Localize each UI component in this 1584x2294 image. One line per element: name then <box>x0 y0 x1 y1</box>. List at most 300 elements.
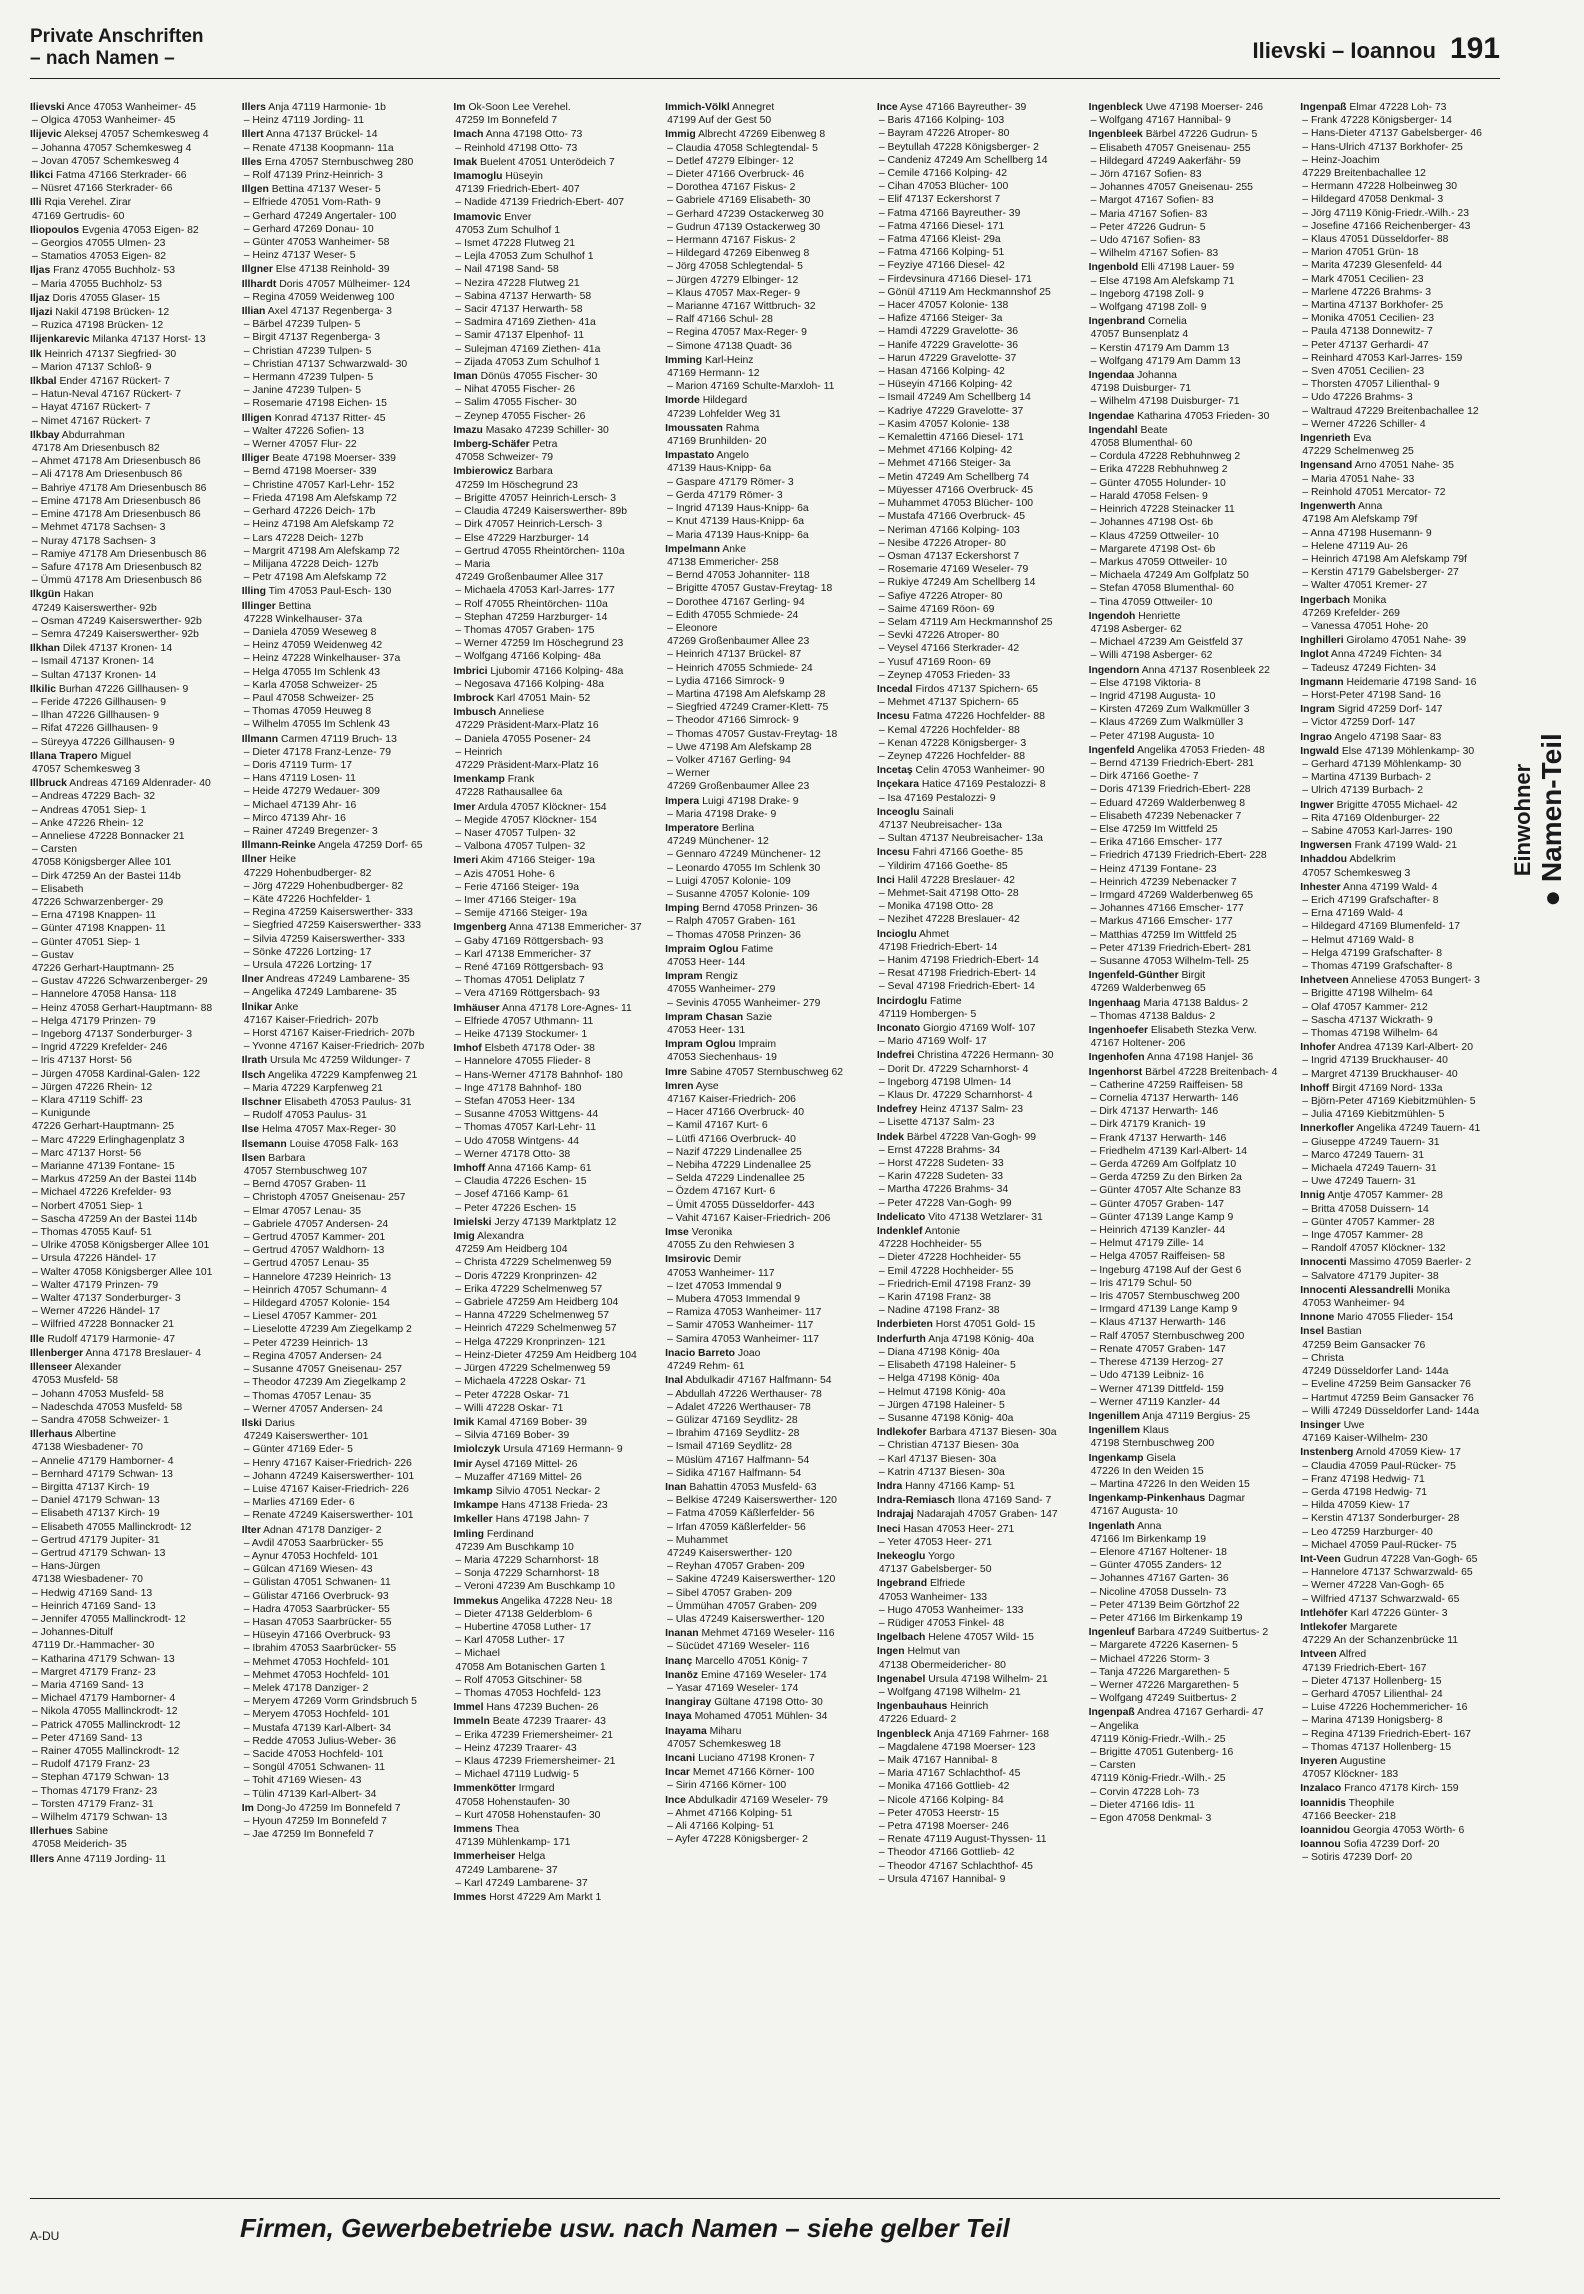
entry-details: – Claudia 47249 Kaiserswerther- 89b <box>455 506 627 518</box>
directory-entry <box>1089 836 1289 849</box>
directory-entry <box>30 1613 230 1626</box>
entry-surname: Imre <box>665 1066 688 1078</box>
directory-entry <box>453 1202 653 1215</box>
entry-details: – Sascha 47137 Wickrath- 9 <box>1302 1014 1433 1026</box>
entry-details: – Günter 47051 Siep- 1 <box>32 936 141 948</box>
directory-entry <box>1300 1041 1500 1054</box>
entry-details: Elisabeth Stezka Verw. <box>1150 1025 1257 1037</box>
entry-details: – Eleonore <box>667 622 718 634</box>
directory-entry <box>665 701 865 714</box>
entry-details: – Elisabeth <box>32 883 84 895</box>
directory-entry <box>242 101 442 114</box>
entry-details: – Waltraud 47229 Breitenbachallee 12 <box>1302 405 1479 417</box>
entry-details: – Jae 47259 Im Bonnefeld 7 <box>243 1829 374 1841</box>
directory-entry <box>1089 1198 1289 1211</box>
directory-entry <box>30 709 230 722</box>
entry-details: – Selda 47229 Lindenallee 25 <box>667 1173 805 1185</box>
entry-details: – Gertrud 47057 Waldhorn- 13 <box>243 1245 385 1257</box>
directory-entry <box>242 1109 442 1122</box>
entry-details: Anne 47119 Jording- 11 <box>56 1853 166 1865</box>
entry-surname: Illmann <box>241 733 279 745</box>
entry-details: – Margret 47139 Bruckhauser- 40 <box>1302 1068 1458 1080</box>
entry-details: 47139 Mühlenkamp- 171 <box>455 1837 571 1849</box>
entry-surname: Immekus <box>453 1595 499 1607</box>
entry-details: Ferdinand <box>486 1528 534 1540</box>
directory-entry <box>453 479 653 492</box>
directory-entry <box>665 1467 865 1480</box>
entry-details: – Marianne 47167 Wittbruch- 32 <box>667 301 816 313</box>
directory-entry <box>1089 1666 1289 1679</box>
entry-details: Impraim <box>738 1039 776 1051</box>
entry-details: – Daniel 47179 Schwan- 13 <box>32 1495 160 1507</box>
entry-surname: Inhetveen <box>1300 975 1349 987</box>
directory-entry <box>30 429 230 442</box>
directory-entry <box>1300 1838 1500 1851</box>
entry-details: – Christian 47137 Biesen- 30a <box>878 1440 1019 1452</box>
directory-entry <box>242 1815 442 1828</box>
entry-details: – Claudia 47058 Schlegtendal- 5 <box>667 142 818 154</box>
directory-entry <box>242 412 442 425</box>
entry-details: Rahma <box>725 422 760 434</box>
directory-entry <box>453 1148 653 1161</box>
section-title-line2: – nach Namen – <box>30 48 175 69</box>
directory-entry <box>1089 490 1289 503</box>
directory-entry <box>453 1296 653 1309</box>
directory-entry <box>1089 1145 1289 1158</box>
directory-entry <box>665 1494 865 1507</box>
entry-surname: Illana Trapero <box>30 750 98 762</box>
directory-entry <box>242 1802 442 1815</box>
directory-entry <box>877 860 1077 873</box>
entry-details: Franz 47055 Buchholz- 53 <box>53 265 175 277</box>
entry-surname: Illers <box>241 102 266 113</box>
directory-entry <box>242 397 442 410</box>
directory-entry <box>1089 301 1289 314</box>
directory-entry <box>1300 1701 1500 1714</box>
entry-surname: Iljas <box>30 265 51 277</box>
directory-entry <box>30 1186 230 1199</box>
directory-entry <box>453 987 653 1000</box>
entry-details: – Muhammet <box>667 1534 728 1546</box>
entry-surname: Illgen <box>241 184 269 196</box>
directory-entry <box>1089 582 1289 595</box>
directory-entry <box>453 1864 653 1877</box>
directory-entry <box>877 737 1077 750</box>
entry-details: – Hyoun 47259 Im Bonnefeld 7 <box>243 1816 387 1827</box>
entry-details: Milanka 47137 Horst- 13 <box>92 334 206 346</box>
directory-entry <box>242 759 442 772</box>
directory-entry <box>30 1825 230 1838</box>
directory-entry <box>1089 1437 1289 1450</box>
directory-entry <box>30 1266 230 1279</box>
directory-entry <box>453 1108 653 1121</box>
entry-details: – Ingrid 47139 Haus-Knipp- 6a <box>667 503 809 515</box>
directory-entry <box>877 967 1077 980</box>
directory-entry <box>665 1640 865 1653</box>
directory-entry <box>1089 1171 1289 1184</box>
directory-entry <box>453 746 653 759</box>
entry-details: 47058 Am Botanischen Garten 1 <box>455 1661 606 1673</box>
entry-details: Augustine <box>1339 1755 1386 1767</box>
directory-entry <box>1089 863 1289 876</box>
entry-details: – Martina 47198 Am Alefskamp 28 <box>667 688 826 700</box>
entry-details: 47259 Beim Gansacker 76 <box>1302 1339 1426 1351</box>
entry-details: Hans 47138 Frieda- 23 <box>501 1500 608 1512</box>
directory-entry <box>877 286 1077 299</box>
entry-details: Bettina 47137 Weser- 5 <box>271 184 381 196</box>
entry-details: – Klaus Dr. 47229 Scharnhorst- 4 <box>878 1090 1033 1102</box>
directory-entry <box>665 808 865 821</box>
entry-surname: Ilkbay <box>30 429 60 441</box>
entry-surname: Ingebrand <box>876 1578 928 1590</box>
directory-entry <box>665 728 865 741</box>
directory-entry <box>665 529 865 542</box>
entry-surname: Imer <box>453 801 476 813</box>
directory-entry <box>1089 1105 1289 1118</box>
directory-entry <box>242 438 442 451</box>
directory-entry <box>665 1560 865 1573</box>
directory-entry <box>877 1144 1077 1157</box>
directory-entry <box>665 1587 865 1600</box>
directory-entry <box>1089 889 1289 902</box>
entry-details: – Brigitte 47057 Heinrich-Lersch- 3 <box>455 492 616 504</box>
entry-details: Katharina 47053 Frieden- 30 <box>1137 410 1270 422</box>
entry-details: Memet 47166 Körner- 100 <box>692 1767 815 1779</box>
entry-details: Johanna <box>1137 370 1177 382</box>
directory-entry <box>1300 620 1500 633</box>
directory-entry <box>242 880 442 893</box>
directory-entry <box>877 193 1077 206</box>
entry-details: Sofia 47239 Dorf- 20 <box>1343 1839 1440 1851</box>
entry-details: 47053 Wanheimer- 133 <box>878 1591 988 1603</box>
directory-entry <box>665 1833 865 1846</box>
directory-column <box>242 100 442 2185</box>
entry-details: – Willi 47249 Düsseldorfer Land- 144a <box>1302 1405 1480 1417</box>
directory-entry <box>1089 234 1289 247</box>
directory-entry <box>1300 853 1500 866</box>
directory-entry <box>665 1655 865 1668</box>
entry-details: – Tülin 47139 Karl-Albert- 34 <box>243 1788 377 1800</box>
entry-surname: Inanan <box>665 1628 699 1640</box>
entry-details: – Erich 47199 Grafschafter- 8 <box>1302 894 1439 906</box>
entry-details: Ursula 47169 Hermann- 9 <box>503 1444 623 1456</box>
directory-entry <box>877 1673 1077 1686</box>
directory-entry <box>1089 114 1289 127</box>
directory-entry <box>242 613 442 626</box>
directory-entry <box>242 1563 442 1576</box>
directory-entry <box>242 114 442 127</box>
entry-details: – Günter 47053 Wanheimer- 58 <box>243 237 390 249</box>
directory-entry <box>453 532 653 545</box>
directory-entry <box>30 615 230 628</box>
entry-surname: Inekeoglu <box>876 1550 926 1562</box>
entry-details: – Isa 47169 Pestalozzi- 9 <box>878 792 996 804</box>
directory-entry <box>242 128 442 141</box>
entry-details: – Henry 47167 Kaiser-Friedrich- 226 <box>243 1457 412 1469</box>
entry-details: – Cordula 47228 Rebhuhnweg 2 <box>1090 451 1241 463</box>
directory-entry <box>1089 1264 1289 1277</box>
entry-details: – Regina 47057 Andersen- 24 <box>243 1350 382 1362</box>
entry-details: – Paula 47138 Donnewitz- 7 <box>1302 326 1433 338</box>
entry-surname: Ingwersen <box>1300 840 1352 852</box>
directory-entry <box>30 1705 230 1718</box>
entry-details: – Stephan 47259 Harzburger- 14 <box>455 611 608 623</box>
directory-entry <box>1089 1158 1289 1171</box>
entry-details: – Maria <box>455 558 491 570</box>
entry-details: – Stamatios 47053 Eigen- 82 <box>32 251 167 263</box>
directory-entry <box>242 1708 442 1721</box>
entry-surname: Indra-Remiasch <box>876 1495 955 1507</box>
entry-details: Alfred <box>1339 1649 1367 1661</box>
entry-details: – Ingeborg 47198 Zoll- 9 <box>1090 288 1204 300</box>
directory-entry <box>665 221 865 234</box>
entry-details: – Margret 47179 Franz- 23 <box>32 1666 156 1678</box>
directory-entry <box>30 1147 230 1160</box>
directory-entry <box>242 1761 442 1774</box>
entry-surname: Imbrock <box>453 692 494 704</box>
directory-entry <box>1089 382 1289 395</box>
directory-entry <box>242 746 442 759</box>
entry-details: – Rainer 47055 Mallinckrodt- 12 <box>32 1745 180 1757</box>
entry-details: – Inge 47178 Bahnhof- 180 <box>455 1082 582 1094</box>
directory-entry <box>877 1713 1077 1726</box>
entry-details: 47259 Im Bonnefeld 7 <box>455 115 558 127</box>
entry-details: Andreas 47169 Aldenrader- 40 <box>69 778 211 790</box>
entry-details: – Kerstin 47179 Am Damm 13 <box>1090 342 1230 354</box>
directory-entry <box>665 609 865 622</box>
entry-details: – Renate 47138 Koopmann- 11a <box>243 142 394 154</box>
entry-details: – Wolfgang 47198 Zoll- 9 <box>1090 302 1207 314</box>
entry-details: – Silvia 47169 Bober- 39 <box>455 1430 570 1442</box>
entry-surname: Ilsch <box>241 1069 266 1081</box>
directory-entry <box>877 954 1077 967</box>
entry-surname: Ingenbleck <box>1088 102 1143 113</box>
directory-entry <box>665 1185 865 1198</box>
directory-entry <box>30 1388 230 1401</box>
directory-entry <box>453 1742 653 1755</box>
entry-details: – Peter 47226 Gudrun- 5 <box>1090 221 1206 233</box>
directory-entry <box>665 714 865 727</box>
entry-surname: Illgner <box>241 264 273 276</box>
directory-entry <box>30 1028 230 1041</box>
directory-column <box>1300 100 1500 2185</box>
entry-surname: Immens <box>453 1824 493 1835</box>
directory-entry <box>1089 664 1289 677</box>
directory-entry <box>242 600 442 613</box>
directory-entry <box>1300 1714 1500 1727</box>
entry-surname: Immich-Völkl <box>665 102 730 113</box>
entry-details: – Katrin 47137 Biesen- 30a <box>878 1466 1005 1478</box>
entry-details: – Katharina 47179 Schwan- 13 <box>32 1653 175 1665</box>
entry-details: – Hans-Werner 47178 Bahnhof- 180 <box>455 1069 623 1081</box>
directory-entry <box>1300 960 1500 973</box>
entry-surname: Imberg-Schäfer <box>453 439 530 451</box>
directory-entry <box>30 1279 230 1292</box>
directory-entry <box>665 1807 865 1820</box>
entry-surname: Illerhaus <box>30 1429 73 1441</box>
entry-details: – Angelika <box>1090 1720 1139 1732</box>
entry-details: – Sevki 47226 Atroper- 80 <box>878 630 999 642</box>
directory-entry <box>30 628 230 641</box>
directory-entry <box>1300 540 1500 553</box>
directory-entry <box>877 764 1077 777</box>
entry-details: – Ingeburg 47198 Auf der Gest 6 <box>1090 1264 1242 1276</box>
entry-details: Mohamed 47051 Mühlen- 34 <box>694 1711 828 1723</box>
entry-details: Abdurrahman <box>61 429 125 441</box>
entry-details: – Regina 47139 Friedrich-Ebert- 167 <box>1302 1728 1471 1740</box>
entry-details: – Metin 47249 Am Schellberg 74 <box>878 471 1030 483</box>
directory-entry <box>453 611 653 624</box>
directory-entry <box>453 1687 653 1700</box>
entry-details: 47167 Holtener- 206 <box>1090 1038 1186 1050</box>
entry-surname: Illers <box>30 1853 55 1865</box>
directory-entry <box>877 563 1077 576</box>
entry-details: – Hayat 47167 Rückert- 7 <box>32 402 151 414</box>
directory-entry <box>453 250 653 263</box>
entry-details: – Theodor 47166 Gottlieb- 42 <box>878 1847 1015 1859</box>
entry-details: Angelika 47228 Neu- 18 <box>500 1595 613 1607</box>
entry-details: – René 47169 Röttgersbach- 93 <box>455 962 604 973</box>
entry-surname: Incirdoglu <box>876 995 928 1007</box>
directory-entry <box>453 1567 653 1580</box>
directory-entry <box>30 482 230 495</box>
entry-surname: Inglot <box>1300 649 1329 661</box>
directory-entry <box>30 1771 230 1784</box>
entry-details: – Werner 47057 Flur- 22 <box>243 439 357 451</box>
entry-surname: Imhäuser <box>453 1002 500 1014</box>
entry-details: – Elisabeth 47055 Mallinckrodt- 12 <box>32 1521 192 1533</box>
directory-entry <box>1089 1250 1289 1263</box>
directory-entry <box>665 596 865 609</box>
entry-details: – Michaela 47249 Tauern- 31 <box>1302 1163 1437 1175</box>
directory-entry <box>1300 1473 1500 1486</box>
directory-entry <box>665 449 865 462</box>
entry-surname: Impraim Oglou <box>665 943 739 955</box>
directory-entry <box>877 391 1077 404</box>
entry-details: – Mirco 47139 Ahr- 16 <box>243 812 346 824</box>
entry-details: – Elenore 47167 Holtener- 18 <box>1090 1546 1227 1558</box>
directory-entry <box>665 1280 865 1293</box>
entry-details: Anna 47137 Rosenbleek 22 <box>1141 664 1270 676</box>
entry-details: – Candeniz 47249 Am Schellberg 14 <box>878 154 1048 166</box>
entry-details: – Ruzica 47198 Brücken- 12 <box>32 320 164 332</box>
entry-details: – Mehmet 47166 Kolping- 42 <box>878 445 1013 457</box>
directory-entry <box>242 585 442 598</box>
entry-details: – Ali 47166 Kolping- 51 <box>667 1821 775 1832</box>
entry-details: – Thomas 47179 Franz- 23 <box>32 1785 158 1797</box>
entry-details: – Andreas 47229 Bach- 32 <box>32 791 156 803</box>
directory-entry <box>665 1547 865 1560</box>
directory-entry <box>242 558 442 571</box>
directory-entry <box>665 956 865 969</box>
directory-entry <box>30 1094 230 1107</box>
entry-details: 47226 In den Weiden 15 <box>1090 1465 1204 1477</box>
directory-entry <box>242 785 442 798</box>
entry-details: 47053 Heer- 131 <box>667 1025 746 1037</box>
directory-entry <box>30 1666 230 1679</box>
directory-entry <box>1300 799 1500 812</box>
entry-details: – Kasim 47057 Kolonie- 138 <box>878 418 1010 430</box>
entry-details: Sabine 47057 Sternbuschweg 62 <box>689 1066 844 1078</box>
entry-surname: Inacio Barreto <box>665 1347 736 1359</box>
directory-entry <box>665 1066 865 1079</box>
entry-details: – Hans-Jürgen <box>32 1561 101 1573</box>
entry-details: – Semije 47166 Steiger- 19a <box>455 908 588 920</box>
entry-details: – Gerda 47269 Am Golfplatz 10 <box>1090 1159 1237 1171</box>
entry-details: – Tohit 47169 Wiesen- 43 <box>243 1775 362 1787</box>
directory-entry <box>453 759 653 772</box>
entry-details: – Peter 47166 Im Birkenkamp 19 <box>1090 1612 1243 1624</box>
entry-details: – Anneliese 47228 Bonnacker 21 <box>32 830 185 842</box>
entry-details: – Rüdiger 47053 Finkel- 48 <box>878 1617 1005 1629</box>
directory-entry <box>877 1372 1077 1385</box>
entry-details: – Elif 47137 Eckershorst 7 <box>878 194 1001 206</box>
entry-surname: Impram Oglou <box>665 1039 736 1051</box>
entry-details: – Nezihet 47228 Breslauer- 42 <box>878 914 1020 926</box>
entry-surname: Intlekofer <box>1300 1621 1348 1633</box>
entry-details: – Thomas 47055 Kauf- 51 <box>32 1227 152 1239</box>
directory-entry <box>30 736 230 749</box>
entry-details: – Avdil 47053 Saarbrücker- 55 <box>243 1537 384 1549</box>
entry-details: – Ingeborg 47137 Sonderburger- 3 <box>32 1029 193 1041</box>
directory-entry <box>242 639 442 652</box>
directory-entry <box>877 1063 1077 1076</box>
directory-entry <box>1089 744 1289 757</box>
directory-entry <box>1089 649 1289 662</box>
entry-details: – Marina 47139 Honigsberg- 8 <box>1302 1715 1443 1727</box>
directory-entry <box>1300 1256 1500 1269</box>
entry-details: – Lydia 47166 Simrock- 9 <box>667 675 785 687</box>
entry-details: – Dieter 47166 Idis- 11 <box>1090 1799 1195 1811</box>
entry-details: – Hacer 47166 Overbruck- 40 <box>667 1107 805 1119</box>
entry-surname: Inghilleri <box>1300 635 1344 647</box>
entry-details: 47053 Siechenhaus- 19 <box>667 1052 777 1064</box>
entry-surname: Innocenti Alessandrelli <box>1300 1284 1414 1296</box>
entry-surname: Inhoff <box>1300 1082 1330 1094</box>
entry-details: – Günter 47198 Knappen- 11 <box>32 923 166 935</box>
entry-details: 47057 Sternbuschweg 107 <box>243 1166 368 1178</box>
entry-details: – Bernd 47053 Johanniter- 118 <box>667 570 810 582</box>
directory-entry <box>665 1388 865 1401</box>
directory-entry <box>453 598 653 611</box>
directory-entry <box>242 867 442 880</box>
entry-details: – Ibrahim 47053 Saarbrücker- 55 <box>243 1643 397 1655</box>
directory-entry <box>1300 391 1500 404</box>
directory-entry <box>1089 876 1289 889</box>
directory-entry <box>1300 579 1500 592</box>
entry-details: – Kerstin 47179 Gabelsberger- 27 <box>1302 567 1459 579</box>
directory-entry <box>30 1494 230 1507</box>
entry-details: 47259 Am Heidberg 104 <box>455 1244 568 1256</box>
entry-details: – Rosemarie 47198 Eichen- 15 <box>243 398 387 410</box>
entry-details: – Songül 47051 Schwanen- 11 <box>243 1762 386 1774</box>
directory-entry <box>30 548 230 561</box>
directory-entry <box>877 1873 1077 1886</box>
entry-details: Abdulkadir 47167 Halfmann- 54 <box>685 1375 832 1387</box>
entry-details: Girolamo 47051 Nahe- 39 <box>1346 635 1467 647</box>
directory-entry <box>1089 1356 1289 1369</box>
directory-entry <box>877 352 1077 365</box>
entry-surname: Ilkhan <box>30 643 61 655</box>
directory-entry <box>1089 849 1289 862</box>
directory-entry <box>30 348 230 361</box>
entry-details: – Heinrich 47229 Schelmenweg 57 <box>455 1323 617 1335</box>
entry-surname: Inanç <box>665 1655 693 1667</box>
entry-surname: Inçekara <box>876 779 920 791</box>
entry-surname: Ineci <box>876 1523 901 1535</box>
directory-entry <box>877 1157 1077 1170</box>
directory-entry <box>1300 1499 1500 1512</box>
